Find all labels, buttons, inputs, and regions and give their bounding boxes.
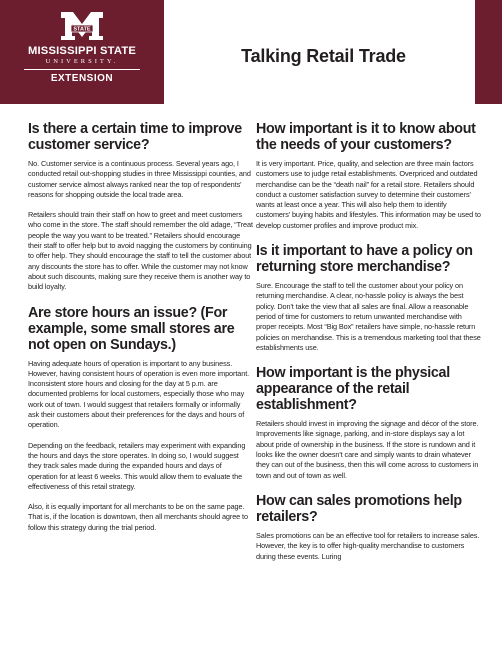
logo-university-name: MISSISSIPPI STATE — [27, 45, 137, 57]
section-store-hours — [28, 305, 253, 533]
section-heading: How important is the physical appearance of the retail establishment? — [256, 365, 450, 414]
paragraph: No. Customer service is a continuous process. Several years ago, I conducted retail out-shopping studies in three Mississippi counties, and customer service almost always ranked near the top of respondents' reasons for shopping outside the local trade area. — [28, 159, 251, 199]
msu-logo-icon — [59, 10, 105, 42]
logo-extension-label: EXTENSION — [50, 73, 114, 84]
paragraph: Retailers should invest in improving the signage and décor of the store. Improvements like signage, parking, and in-store displays say a lot about pride of ownership in the business. If the store is rundown and it looks like the owner doesn't care and simply wants to drain whatever they can out of the business, then this will come across to customers in town and out of town as well. — [256, 419, 479, 480]
paragraph: Depending on the feedback, retailers may experiment with expanding the hours and days the store operates. In doing so, I would suggest they track sales made during the expanded hours and days of operation for at least 6 weeks. This would allow them to evaluate the effectiveness of this retail strategy. — [28, 440, 246, 491]
section-return-policy — [256, 243, 481, 353]
section-sales-promotions — [256, 493, 481, 562]
paragraph: Retailers should train their staff on how to greet and meet customers who come in the store. The staff should remember the old adage, “Treat people the way you want to be treated.” Retailers should encourage their staff to offer help but to avoid nagging the customers by continuing to offer help. They should encourage the staff to tell the customer about any discounts the store has to offer. While the customer may not know about such discounts, making sure they receive them is another way to build loyalty. — [28, 210, 253, 292]
right-column — [256, 121, 481, 574]
paragraph: Sales promotions can be an effective tool for retailers to increase sales. However, the key is to offer high-quality merchandise to customers during these events. Luring — [256, 530, 480, 561]
section-heading: Are store hours an issue? (For example, some small stores are not open on Sundays.) — [28, 304, 235, 353]
logo-shield-text: STATE — [73, 26, 91, 33]
logo-university-word: UNIVERSITY. — [45, 58, 119, 65]
paragraph: Sure. Encourage the staff to tell the customer about your policy on returning merchandise. A clear, no-hassle policy is always the best policy. Don't take the view that all sales are final. Allow a reasonable period of time for customers to return unwanted merchandise with proper receipts. Most “Big Box” retailers have simple, no-hassle return policies on merchandise. This is a tremendous marketing tool that these establishments use. — [256, 281, 481, 352]
section-heading: How important is it to know about the needs of your customers? — [256, 121, 476, 153]
paragraph: It is very important. Price, quality, and selection are three main factors customers use to judge retail establishments. Overpriced and outdated merchandise can be the “death nail” for a retail store. Retailers should conduct a customer satisfaction survey to determine their customers' wants at least once a year. This will also help them to identify customers' buying habits and lifestyles. This information may be used to develop customer profiles and improve product mix. — [256, 159, 481, 230]
section-heading: Is it important to have a policy on returning store merchandise? — [256, 243, 473, 276]
section-heading: How can sales promotions help retailers? — [256, 492, 462, 525]
section-physical-appearance — [256, 365, 481, 481]
section-customer-service — [28, 121, 253, 293]
logo-divider — [24, 69, 140, 70]
section-customer-needs — [256, 121, 481, 231]
header-accent-block — [475, 0, 502, 104]
left-column — [28, 121, 253, 545]
page-title: Talking Retail Trade — [241, 46, 406, 66]
paragraph: Having adequate hours of operation is important to any business. However, having consistent hours of operation is even more important. Inconsistent store hours and closing for the day at 5 p.m. are documented problems for local customers, especially those who may work out of town. I would suggest that retailers formally or informally ask their customers about their preferences for the days and hours of operation. — [28, 358, 250, 430]
msu-extension-logo — [0, 10, 164, 84]
paragraph: Also, it is equally important for all merchants to be on the same page. That is, if the location is downtown, then all merchants should agree to follow this strategy during the trial period. — [28, 502, 248, 532]
section-heading: Is there a certain time to improve customer service? — [28, 121, 242, 153]
